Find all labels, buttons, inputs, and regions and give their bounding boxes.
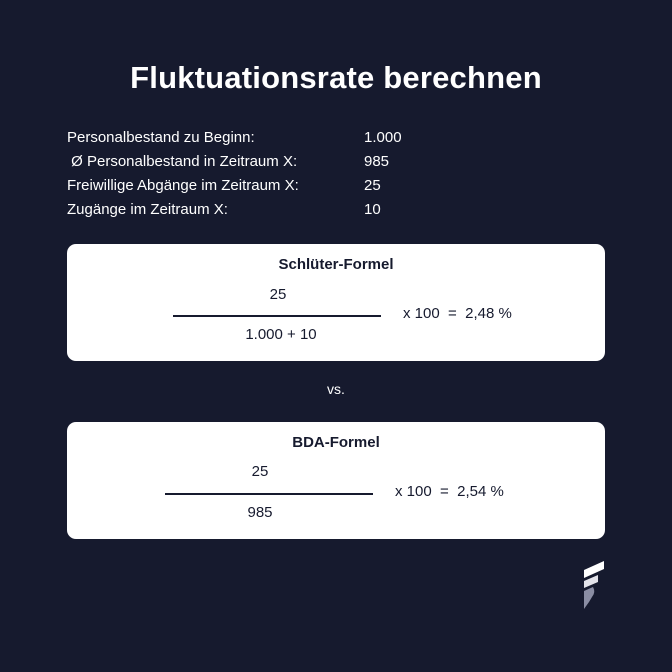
fraction-line [165, 493, 373, 495]
fraction-denominator: 1.000 + 10 [245, 326, 317, 343]
info-label: Personalbestand zu Beginn: [67, 129, 255, 146]
fraction-numerator: 25 [251, 463, 269, 480]
info-label: Ø Personalbestand in Zeitraum X: [67, 153, 298, 170]
info-value: 25 [364, 177, 381, 194]
bda-formula-card [67, 422, 605, 539]
card-title: Schlüter-Formel [278, 256, 394, 273]
info-label: Zugänge im Zeitraum X: [67, 201, 228, 218]
info-value: 985 [364, 153, 390, 170]
info-value: 10 [364, 201, 381, 218]
formula-result: x 100 = 2,54 % [395, 483, 504, 500]
brand-logo-icon [577, 560, 607, 610]
versus-label: vs. [327, 381, 345, 397]
info-label: Freiwillige Abgänge im Zeitraum X: [67, 177, 299, 194]
schlueter-formula-card [67, 244, 605, 361]
formula-result: x 100 = 2,48 % [403, 305, 512, 322]
card-title: BDA-Formel [292, 434, 380, 451]
fraction-numerator: 25 [269, 286, 287, 303]
fraction-line [173, 315, 381, 317]
info-value: 1.000 [364, 129, 402, 146]
fraction-denominator: 985 [247, 504, 273, 521]
page-title: Fluktuationsrate berechnen [130, 60, 542, 95]
